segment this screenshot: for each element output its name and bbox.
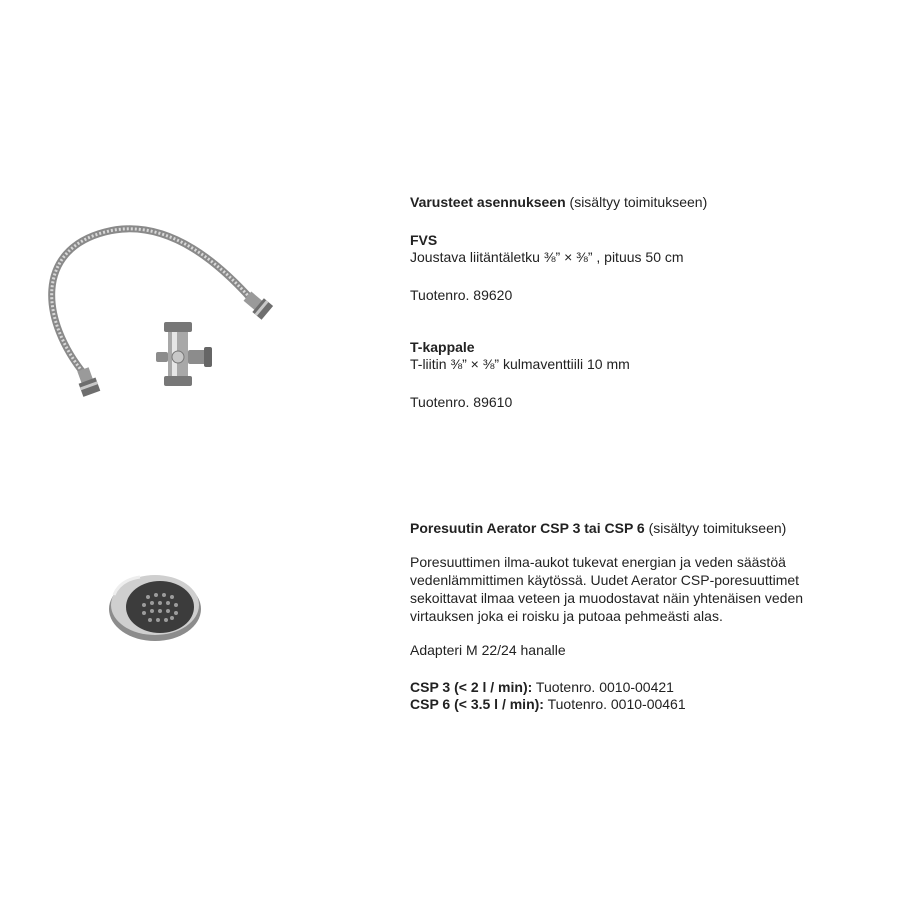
section1-heading-bold: Varusteet asennukseen <box>410 194 566 210</box>
csp3-label: CSP 3 (< 2 l / min): <box>410 679 533 695</box>
csp6-number: Tuotenro. 0010-00461 <box>547 696 686 712</box>
t-kappale-product-number: Tuotenro. 89610 <box>410 394 513 410</box>
csp6-line <box>410 695 686 713</box>
fvs-description: Joustava liitäntäletku ⅜” × ⅜” , pituus 50 cm <box>410 249 684 265</box>
t-kappale-description: T-liitin ⅜” × ⅜” kulmaventtiili 10 mm <box>410 356 630 372</box>
csp6-label: CSP 6 (< 3.5 l / min): <box>410 696 544 712</box>
adapter-text: Adapteri M 22/24 hanalle <box>410 642 566 658</box>
t-kappale-title: T-kappale <box>410 339 475 355</box>
body-line: Poresuuttimen ilma-aukot tukevat energian ja veden säästöä <box>410 554 786 570</box>
t-piece-image <box>150 320 220 395</box>
body-line: sekoittavat ilmaa veteen ja muodostavat näin yhtenäisen veden <box>410 590 804 606</box>
section1-heading <box>410 193 707 211</box>
section2-heading-bold: Poresuutin Aerator CSP 3 tai CSP 6 <box>410 520 645 536</box>
section2-heading <box>410 519 786 537</box>
section2-heading-note: (sisältyy toimitukseen) <box>648 520 787 536</box>
section1-heading-note: (sisältyy toimitukseen) <box>569 194 708 210</box>
aerator-image <box>100 565 210 645</box>
body-line: vedenlämmittimen käytössä. Uudet Aerator CSP-poresuuttimet <box>410 572 800 588</box>
csp3-line <box>410 678 674 696</box>
body-line: virtauksen joka ei roisku ja putoaa pehmeästi alas. <box>410 608 723 624</box>
csp3-number: Tuotenro. 0010-00421 <box>535 679 674 695</box>
fvs-product-number: Tuotenro. 89620 <box>410 287 513 303</box>
fvs-title: FVS <box>410 232 438 248</box>
section2-body <box>410 553 803 625</box>
